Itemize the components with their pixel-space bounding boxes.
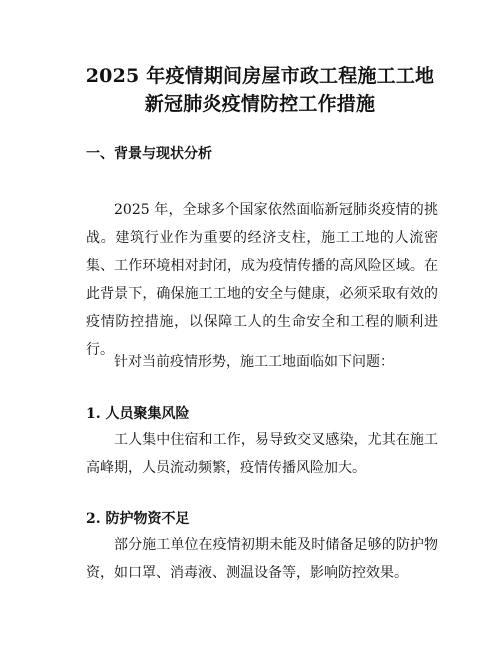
issues-intro-paragraph: 针对当前疫情形势，施工工地面临如下问题：: [114, 354, 394, 370]
issue-heading-supplies-shortage: 2. 防护物资不足: [86, 511, 190, 527]
section-heading-background: 一、背景与现状分析: [86, 146, 212, 162]
issue-text-gathering-risk: 工人集中住宿和工作，易导致交叉感染，尤其在施工高峰期，人员流动频繁，疫情传播风险加大。: [86, 432, 438, 476]
document-title-line-2: 新冠肺炎疫情防控工作措施: [144, 93, 376, 115]
issue-text-supplies-shortage: 部分施工单位在疫情初期未能及时储备足够的防护物资，如口罩、消毒液、测温设备等，影响防控效果。: [86, 537, 438, 581]
document-title-line-1: 2025 年疫情期间房屋市政工程施工工地: [85, 65, 435, 87]
issue-heading-gathering-risk: 1. 人员聚集风险: [86, 406, 190, 422]
background-paragraph: 2025 年，全球多个国家依然面临新冠肺炎疫情的挑战。建筑行业作为重要的经济支柱，施工工地的人流密集、工作环境相对封闭，成为疫情传播的高风险区域。在此背景下，确保施工工地的安全与健康，必须采取有效的疫情防控措施，以保障工人的生命安全和工程的顺利进行。: [86, 202, 438, 358]
